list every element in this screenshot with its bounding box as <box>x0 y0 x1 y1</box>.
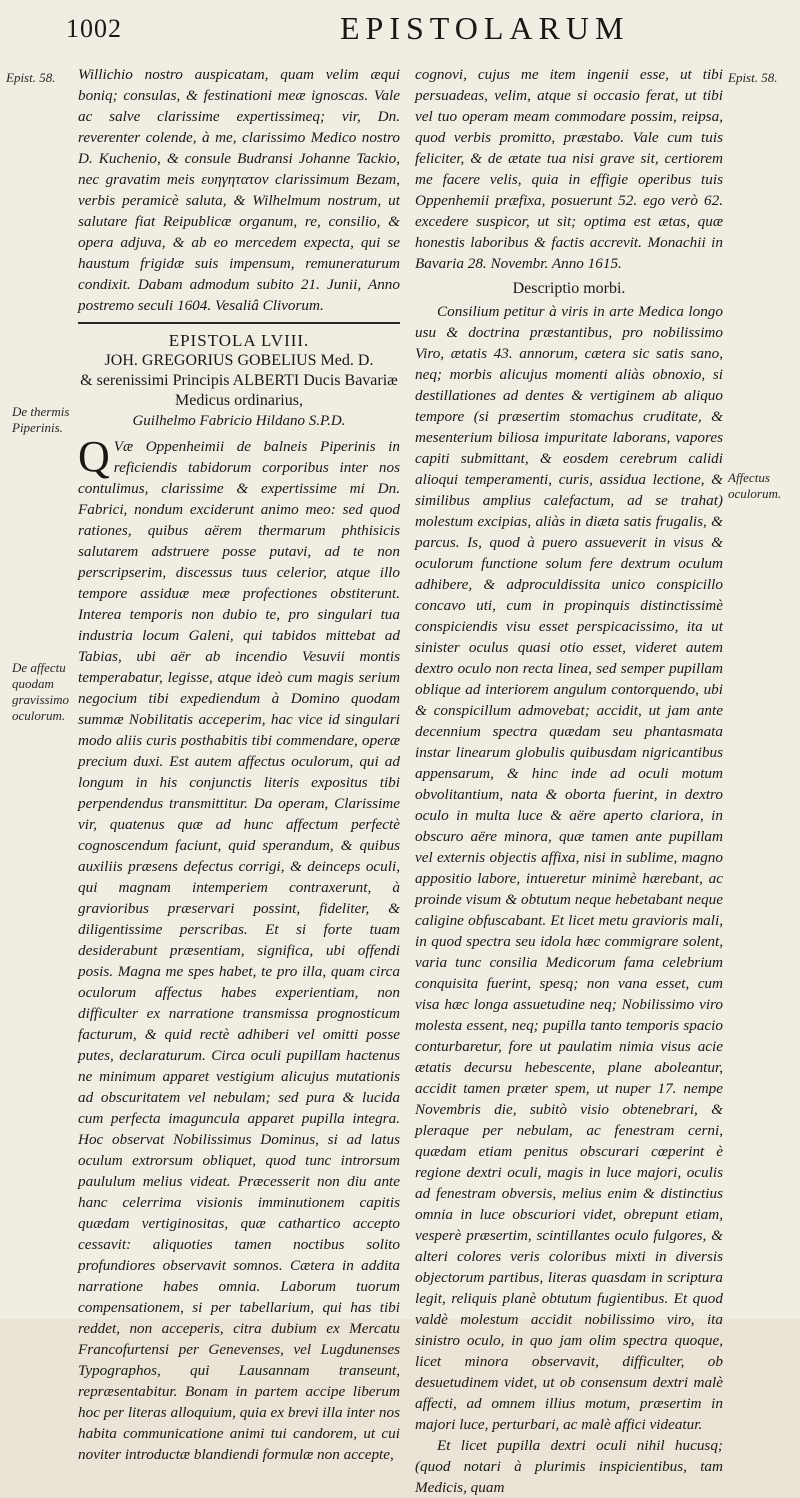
page-header <box>60 8 780 48</box>
letter-58-text: Væ Oppenheimii de balneis Piperinis in reficiendis tabidorum corporibus inter nos contulimus, clarissime & expertissime mi Dn. Fabrici, nondum exciderunt animo meo: sed quod rationes, quibus aërem thermarum phthisicis salutarem adstruere posse putavi, ad te non perscripserim, discessus tuus celerior, atque illo tempore assiduæ meæ profectiones obstiterunt. Interea temporis non dubio te, pro singulari tua industria locum Galeni, qui tabidos mittebat ad Tabias, ubi aër ab incendio Vesuvii montis temperabatur, legisse, atque ideò cum magis serium negocium tibi expediendum à Domino quodam summæ Nobilitatis acceperim, hac vice id singulari modo aliis curis posthabitis tibi commendare, operæ precium duxi. Est autem affectus oculorum, qui ad longum in his conjunctis literis expositus tibi perpendendus transmittitur. Da operam, Clarissime vir, quatenus quæ ad hunc affectum perfectè cognoscendum faciunt, quid sperandum, & quibus auxiliis præsens defectus corrigi, & deinceps oculi, qui magnam intemperiem contraxerunt, à gravioribus præservari possint, fideliter, & diligentissime perscribas. Et si forte tuam desiderabunt præsentiam, significa, ubi offendi posis. Magna me spes habet, te pro illa, quam circa oculorum affectus habes experientiam, non difficulter ex narratione transmissa prognosticum facturum, & quid rectè adhiberi vel omitti posse putes, declaraturum. Circa oculi pupillam hactenus ne minimum apparet vestigium alicujus mutationis ad obscuritatem vel nebulam; sed pura & lucida cum perfecta imaguncula apparet pupilla integra. Hoc observat Nobilissimus Dominus, si ad latus oculum extrorsum obliquet, quod tunc introrsum paululum melius videat. Præcesserit non diu ante hanc celerrima visionis imminutionem capitis quædam vertiginositas, quæ cathartico accepto cessavit: aliquoties tamen noctibus solito profundiores observavit somnos. Cætera in addita narratione habes omnia. Laborum tuorum compensationem, si per tabellarium, qui has tibi reddet, non acceperis, citra dubium ex Mercatu Francofurtensi per Genevenses, vel Lugdunenses Typographos, qui Lausannam transeunt, repræsentabitur. Bonam in partem accipe liberum hoc per literas alloquium, quia ex brevi illa inter nos habita communicatione animi tui candorem, ut cui noviter introductæ blandiendi formulæ non accepte, <box>78 438 400 1463</box>
margin-note-epist-right: Epist. 58. <box>728 70 778 85</box>
page-number: 1002 <box>66 14 122 43</box>
margin-note-de-affectu: De affectu quodam gravissimo oculorum. <box>12 660 70 723</box>
descriptio-continuation: Et licet pupilla dextri oculi nihil hucusq; (quod notari à plurimis inspicientibus, tam Medicis, quam <box>415 1437 723 1496</box>
descriptio-title: Descriptio morbi. <box>512 280 626 297</box>
right-column <box>415 64 723 1498</box>
running-title: EPISTOLARUM <box>340 10 630 46</box>
salutation: Guilhelmo Fabricio Hildano S.P.D. <box>132 413 346 429</box>
letter-58-closing: cognovi, cujus me item ingenii esse, ut tibi persuadeas, velim, atque si occasio ferat, ut tibi vel tuo operam meam commodare possim, reipsa, quod verbis promitto, præstabo. Vale cum tuis feliciter, & de ætate tua nisi grave sit, certiorem me facere velis, quia in effigie operibus tuis Oppenhemii præfixa, posuerunt 52. ego verò 62. excedere suspicor, ut sit; optima est ætas, quæ honestis laboribus & factis accrevit. Monachii in Bavaria 28. Novembr. Anno 1615. <box>415 66 723 272</box>
margin-note-de-thermis: De thermis Piperinis. <box>12 404 70 435</box>
drop-cap: Q <box>78 432 110 481</box>
epistola-title: EPISTOLA LVIII. <box>168 331 310 350</box>
letter-58-body <box>78 432 400 1465</box>
left-column <box>78 64 400 1465</box>
margin-note-affectus-oculorum: Affectus oculorum. <box>728 470 782 501</box>
descriptio-text: Consilium petitur à viris in arte Medica longo usu & doctrina præstantibus, pro nobilissimo Viro, ætatis 43. annorum, cætera sic satis sano, neq; morbis alicujus momenti aliàs obnoxio, si destillationes ad dentes & vertiginem ab aliquo tempore (si præsertim stomachus cruditate, & mesenterium biliosa impuritate laborans, vapores capiti submittant, & eosdem cerebrum calidi alioqui temperamenti, curis, assidua lectione, & similibus amplius calefactum, ad se trahat) molestum excipias, aliàs in diæta satis frugalis, & parcus. Is, quod à puero assueverit in visus & oculorum functione solum fere dextrum oculum adhibere, & adproculdissita unico conspicillo concavo uti, cum in propinquis distinctissimè conspiciendis visu esset perspicacissimo, ita ut sinister oculus quasi otio esset, videret autem dextro oculo non recta linea, sed semper pupillam oblique ad interiorem angulum contorquendo, ubi & conspicillum admovebat; accidit, ut jam ante decennium spectra quædam seu phantasmata instar linearum globulis quibusdam nigricantibus appensarum, & hinc inde ad oculi motum obvolitantium, nata & oborta fuerint, in dextro oculo in multa luce & aëre aperto clariora, in obscuro aëre minora, quæ tamen ante pupillam vel externis objectis affixa, nisi in sublime, magno appositio labore, intueretur minimè hærebant, ac proinde visum & obtutum neque hebetabant neque caligine obfuscabant. Et licet metu gravioris mali, in quod spectra seu idola hæc commigrare solent, varia tunc consilia Medicorum fama celebrium conquisita fuerint, spesq; non vana esset, cum visa hæc longa assuetudine neq; Nobilissimo viro molesta essent, neq; pupilla tanto temporis spacio conturbaretur, fore ut paulatim nimia visus acie ætatis decursu hebescente, plane aboleantur, accidit tamen præter spem, ut nuper 17. nempe Novembris die, subitò visio obtenebrari, & pleraque per nebulam, ac fenestram cerni, quædam etiam penitus obscurari cœperint è regione dextri oculi, magis in luce majori, oculis ad fenestram obversis, melius enim & distinctius omnia in luce obscuriori videt, obrepunt etiam, vesperè præsertim, scintillantes oculo fulgores, & alteri colores veris coloribus mixti in diversis objectorum partibus, literas quasdam in scriptura legit, reliquis planè obtutum fugientibus. Et quod valdè molestum accidit nobilissimo viro, ita sinistro oculo, in quo jam olim spectra quoque, licet minora observavit, difficulter, ob desuetudinem videt, ut ob consensum dextri malè affecti, ad omnem illius motum, præsertim in majori luce, perturbari, ac malè affici videatur. <box>415 303 723 1433</box>
author-line-2: & serenissimi Principis ALBERTI Ducis Bavariæ Medicus ordinarius, <box>80 372 398 409</box>
section-divider <box>78 322 400 324</box>
author-line-1: JOH. GREGORIUS GOBELIUS Med. D. <box>104 352 374 369</box>
margin-note-epist-left: Epist. 58. <box>6 70 56 85</box>
letter-57-ending: Willichio nostro auspicatam, quam velim æqui boniq; consulas, & festinationi meæ ignoscas. Vale ac salve clarissime expertissimeq; vir, Dn. reverenter colende, à me, clarissimo Medico nostro D. Kuchenio, & consule Budransi Johanne Tackio, nec gravatim meis ευηγητατον clarissimum Bezam, verbis peramicè saluta, & Wilhelmum nostrum, ut salutare fiat Reipublicæ organum, re, consilio, & opera adjuva, & ab eo mercedem expecta, qui se haustum frigidæ suis impensum, remuneraturum condixit. Dabam admodum subito 21. Junii, Anno postremo seculi 1604. Vesaliâ Clivorum. <box>78 66 400 314</box>
